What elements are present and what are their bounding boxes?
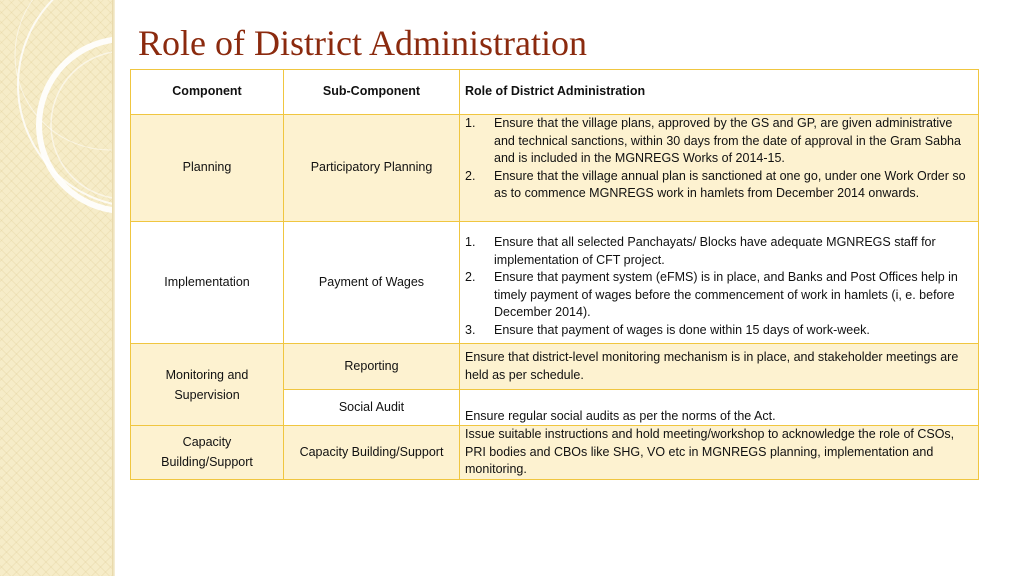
planning-role [460, 115, 979, 222]
table-header-row [131, 70, 979, 115]
implementation-role [460, 222, 979, 344]
capacity-component: Capacity Building/Support [131, 426, 284, 480]
implementation-sub-component: Payment of Wages [284, 222, 460, 344]
list-item: 2. Ensure that payment system (eFMS) is in place, and Banks and Post Offices help in timely payment of wages before the commencement of work in hamlets (i, e. before December 2014). [465, 270, 958, 319]
implementation-component: Implementation [131, 222, 284, 344]
table-row-capacity [131, 426, 979, 480]
header-sub-component: Sub-Component [284, 70, 460, 115]
list-item: 3. Ensure that payment of wages is done within 15 days of work-week. [465, 322, 870, 337]
social-audit-sub-component: Social Audit [284, 390, 460, 426]
list-item: 1. Ensure that all selected Panchayats/ Blocks have adequate MGNREGS staff for implementation of CFT project. [465, 235, 936, 267]
table-row-reporting [131, 344, 979, 390]
header-component: Component [131, 70, 284, 115]
list-item: 1. Ensure that the village plans, approved by the GS and GP, are given administrative and technical sanctions, within 30 days from the date of approval in the Gram Sabha and is included in the MGNREGS Works of 2014-15. [465, 116, 961, 165]
list-item: 2. Ensure that the village annual plan is sanctioned at one go, under one Work Order so as to commence MGNREGS work in hamlets from December 2014 onwards. [465, 168, 966, 200]
slide-title: Role of District Administration [138, 23, 587, 63]
table-row-implementation [131, 222, 979, 344]
capacity-role: Issue suitable instructions and hold meeting/workshop to acknowledge the role of CSOs, PRI bodies and CBOs like SHG, VO etc in MGNREGS planning, implementation and monitoring. [460, 426, 979, 480]
decorative-side-panel [0, 0, 112, 576]
monitoring-component: Monitoring and Supervision [131, 344, 284, 426]
reporting-role: Ensure that district-level monitoring mechanism is in place, and stakeholder meetings are held as per schedule. [460, 344, 979, 390]
roles-table [130, 69, 979, 480]
decorative-rings [0, 0, 112, 576]
planning-component: Planning [131, 115, 284, 222]
social-audit-role: Ensure regular social audits as per the norms of the Act. [460, 390, 979, 426]
reporting-sub-component: Reporting [284, 344, 460, 390]
planning-sub-component: Participatory Planning [284, 115, 460, 222]
capacity-sub-component: Capacity Building/Support [284, 426, 460, 480]
header-role: Role of District Administration [460, 70, 979, 115]
side-panel-border [112, 0, 115, 576]
table-row-planning [131, 115, 979, 222]
